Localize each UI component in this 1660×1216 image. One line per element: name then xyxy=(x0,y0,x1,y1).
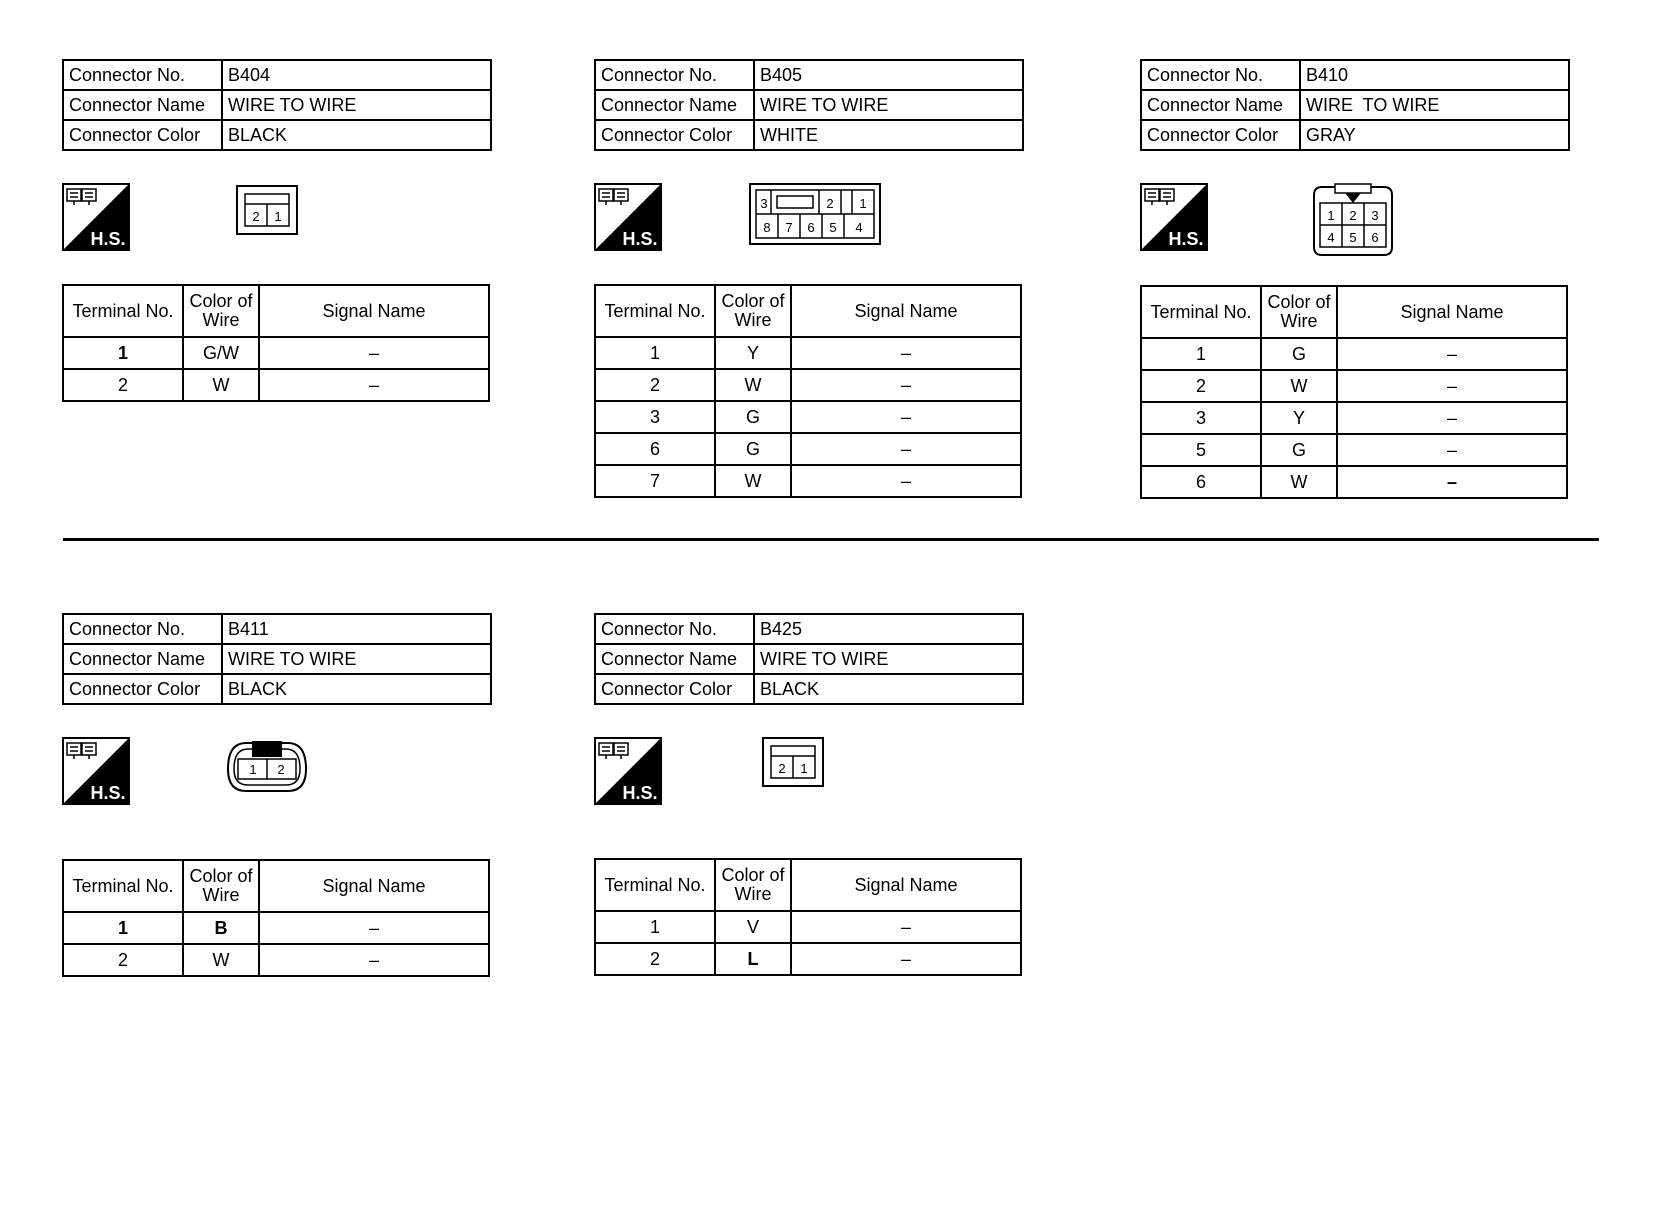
hs-harness-side-icon xyxy=(62,183,130,251)
signal-name-cell: – xyxy=(1337,338,1567,370)
connector-no-label: Connector No. xyxy=(1141,60,1300,90)
signal-name-header: Signal Name xyxy=(259,860,489,912)
signal-name-cell: – xyxy=(791,401,1021,433)
connector-name-label: Connector Name xyxy=(595,644,754,674)
color-of-wire-header: Color of Wire xyxy=(715,285,791,337)
connector-b404 xyxy=(62,59,492,439)
signal-name-cell: – xyxy=(1337,466,1567,498)
pin-label: 1 xyxy=(274,209,282,224)
hs-badge-text: H.S. xyxy=(622,229,658,249)
connector-color-value: BLACK xyxy=(754,674,1023,704)
connector-color-value: BLACK xyxy=(222,120,491,150)
connector-name-label: Connector Name xyxy=(595,90,754,120)
pin-label: 6 xyxy=(1371,230,1379,245)
connector-info-table xyxy=(594,613,1024,705)
connector-face-diagram xyxy=(236,185,298,235)
connector-name-label: Connector Name xyxy=(1141,90,1300,120)
signal-name-cell: – xyxy=(1337,434,1567,466)
pin-label: 5 xyxy=(1349,230,1357,245)
connector-name-value: WIRE TO WIRE xyxy=(222,90,491,120)
pin-label: 1 xyxy=(859,196,867,211)
connector-color-value: WHITE xyxy=(754,120,1023,150)
signal-name-cell: – xyxy=(1337,370,1567,402)
pin-label: 4 xyxy=(1327,230,1335,245)
wire-color-cell: W xyxy=(715,369,791,401)
pin-label: 2 xyxy=(778,761,786,776)
terminal-no-cell: 1 xyxy=(63,337,183,369)
wire-color-cell: L xyxy=(715,943,791,975)
wire-color-cell: V xyxy=(715,911,791,943)
connector-color-value: BLACK xyxy=(222,674,491,704)
signal-name-cell: – xyxy=(791,369,1021,401)
terminal-table xyxy=(594,284,1022,498)
color-of-wire-header: Color of Wire xyxy=(183,285,259,337)
color-of-wire-header: Color of Wire xyxy=(183,860,259,912)
wire-color-cell: W xyxy=(1261,466,1337,498)
terminal-table xyxy=(594,858,1022,976)
signal-name-cell: – xyxy=(1337,402,1567,434)
hs-harness-side-icon xyxy=(594,183,662,251)
pin-label: 2 xyxy=(252,209,260,224)
terminal-no-header: Terminal No. xyxy=(1141,286,1261,338)
wire-color-cell: W xyxy=(183,369,259,401)
signal-name-cell: – xyxy=(791,465,1021,497)
pin-label: 6 xyxy=(807,220,815,235)
table-row xyxy=(595,433,1021,465)
hs-badge-text: H.S. xyxy=(622,783,658,803)
table-row xyxy=(595,943,1021,975)
connector-no-value: B404 xyxy=(222,60,491,90)
terminal-no-cell: 5 xyxy=(1141,434,1261,466)
signal-name-header: Signal Name xyxy=(791,859,1021,911)
table-row xyxy=(1141,466,1567,498)
terminal-no-cell: 2 xyxy=(1141,370,1261,402)
signal-name-cell: – xyxy=(791,433,1021,465)
terminal-table xyxy=(62,859,490,977)
connector-color-label: Connector Color xyxy=(595,674,754,704)
signal-name-cell: – xyxy=(791,911,1021,943)
table-row xyxy=(595,911,1021,943)
pin-label: 4 xyxy=(855,220,863,235)
terminal-no-header: Terminal No. xyxy=(63,860,183,912)
connector-face-diagram xyxy=(749,183,881,245)
terminal-no-cell: 2 xyxy=(63,944,183,976)
terminal-no-cell: 1 xyxy=(595,911,715,943)
table-row xyxy=(63,369,489,401)
connector-b405 xyxy=(594,59,1024,491)
wire-color-cell: G xyxy=(1261,338,1337,370)
wire-color-cell: B xyxy=(183,912,259,944)
terminal-no-cell: 3 xyxy=(1141,402,1261,434)
pin-label: 5 xyxy=(829,220,837,235)
connector-no-label: Connector No. xyxy=(595,60,754,90)
terminal-no-header: Terminal No. xyxy=(595,859,715,911)
pin-label: 1 xyxy=(1327,208,1335,223)
connector-color-label: Connector Color xyxy=(63,674,222,704)
connector-color-label: Connector Color xyxy=(63,120,222,150)
hs-harness-side-icon xyxy=(62,737,130,805)
terminal-no-cell: 2 xyxy=(595,943,715,975)
table-row xyxy=(1141,434,1567,466)
table-row xyxy=(595,465,1021,497)
signal-name-header: Signal Name xyxy=(259,285,489,337)
pin-label: 1 xyxy=(800,761,808,776)
wire-color-cell: G/W xyxy=(183,337,259,369)
table-row xyxy=(63,337,489,369)
terminal-no-cell: 2 xyxy=(63,369,183,401)
connector-no-value: B405 xyxy=(754,60,1023,90)
connector-no-value: B425 xyxy=(754,614,1023,644)
connector-info-table xyxy=(62,59,492,151)
wire-color-cell: G xyxy=(715,433,791,465)
terminal-no-cell: 6 xyxy=(1141,466,1261,498)
table-row xyxy=(1141,338,1567,370)
connector-color-label: Connector Color xyxy=(1141,120,1300,150)
terminal-table xyxy=(62,284,490,402)
signal-name-header: Signal Name xyxy=(791,285,1021,337)
terminal-table xyxy=(1140,285,1568,499)
connector-b411 xyxy=(62,613,492,993)
signal-name-cell: – xyxy=(259,369,489,401)
pin-label: 2 xyxy=(277,762,285,777)
wire-color-cell: W xyxy=(715,465,791,497)
signal-name-cell: – xyxy=(259,912,489,944)
pin-label: 3 xyxy=(1371,208,1379,223)
connector-info-table xyxy=(1140,59,1570,151)
pin-label: 1 xyxy=(249,762,257,777)
connector-b410 xyxy=(1140,59,1570,492)
connector-face-diagram xyxy=(224,737,310,795)
hs-badge-text: H.S. xyxy=(1168,229,1204,249)
connector-name-label: Connector Name xyxy=(63,644,222,674)
table-row xyxy=(63,944,489,976)
pin-label: 3 xyxy=(760,196,768,211)
connector-b425 xyxy=(594,613,1024,993)
wire-color-cell: G xyxy=(1261,434,1337,466)
connector-face-diagram xyxy=(762,737,824,787)
connector-color-label: Connector Color xyxy=(595,120,754,150)
section-divider xyxy=(63,538,1599,541)
signal-name-cell: – xyxy=(791,337,1021,369)
pin-label: 8 xyxy=(763,220,771,235)
connector-no-label: Connector No. xyxy=(63,614,222,644)
table-row xyxy=(1141,370,1567,402)
connector-name-value: WIRE TO WIRE xyxy=(754,90,1023,120)
wire-color-cell: Y xyxy=(715,337,791,369)
table-row xyxy=(595,401,1021,433)
connector-no-label: Connector No. xyxy=(63,60,222,90)
connector-info-table xyxy=(62,613,492,705)
terminal-no-cell: 2 xyxy=(595,369,715,401)
pin-label: 7 xyxy=(785,220,793,235)
connector-no-value: B411 xyxy=(222,614,491,644)
wire-color-cell: G xyxy=(715,401,791,433)
wire-color-cell: W xyxy=(1261,370,1337,402)
terminal-no-cell: 1 xyxy=(1141,338,1261,370)
hs-badge-text: H.S. xyxy=(90,783,126,803)
connector-color-value: GRAY xyxy=(1300,120,1569,150)
connector-no-value: B410 xyxy=(1300,60,1569,90)
terminal-no-cell: 7 xyxy=(595,465,715,497)
hs-harness-side-icon xyxy=(1140,183,1208,251)
terminal-no-cell: 1 xyxy=(63,912,183,944)
connector-info-table xyxy=(594,59,1024,151)
terminal-no-cell: 1 xyxy=(595,337,715,369)
table-row xyxy=(63,912,489,944)
connector-name-value: WIRE TO WIRE xyxy=(222,644,491,674)
color-of-wire-header: Color of Wire xyxy=(715,859,791,911)
wire-color-cell: Y xyxy=(1261,402,1337,434)
terminal-no-header: Terminal No. xyxy=(63,285,183,337)
hs-badge-text: H.S. xyxy=(90,229,126,249)
terminal-no-cell: 3 xyxy=(595,401,715,433)
table-row xyxy=(595,369,1021,401)
connector-name-label: Connector Name xyxy=(63,90,222,120)
connector-name-value: WIRE TO WIRE xyxy=(754,644,1023,674)
connector-name-value: WIRE TO WIRE xyxy=(1300,90,1569,120)
wire-color-cell: W xyxy=(183,944,259,976)
table-row xyxy=(595,337,1021,369)
terminal-no-cell: 6 xyxy=(595,433,715,465)
table-row xyxy=(1141,402,1567,434)
signal-name-cell: – xyxy=(259,337,489,369)
pin-label: 2 xyxy=(1349,208,1357,223)
signal-name-cell: – xyxy=(791,943,1021,975)
color-of-wire-header: Color of Wire xyxy=(1261,286,1337,338)
signal-name-header: Signal Name xyxy=(1337,286,1567,338)
terminal-no-header: Terminal No. xyxy=(595,285,715,337)
signal-name-cell: – xyxy=(259,944,489,976)
pin-label: 2 xyxy=(826,196,834,211)
connector-face-diagram xyxy=(1310,183,1396,259)
connector-no-label: Connector No. xyxy=(595,614,754,644)
hs-harness-side-icon xyxy=(594,737,662,805)
